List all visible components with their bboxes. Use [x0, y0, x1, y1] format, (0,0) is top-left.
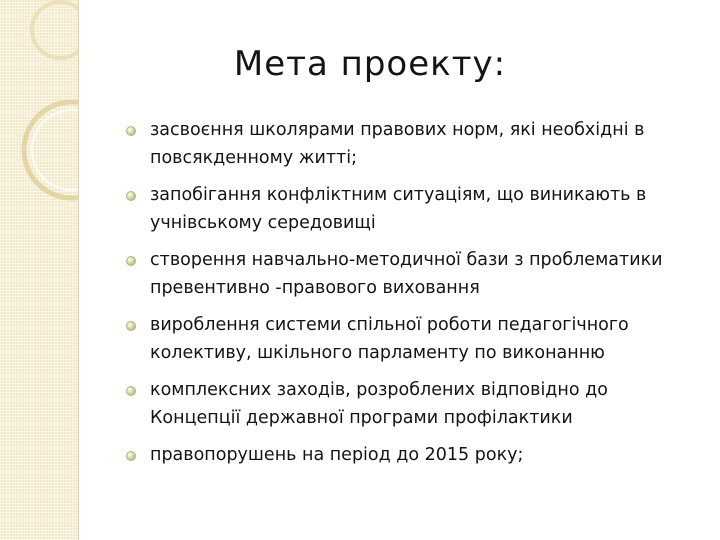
bullet-item [128, 116, 698, 172]
decorative-side-strip [0, 0, 78, 540]
bullet-text: правопорушень на період до 2015 року; [150, 445, 524, 465]
decorative-rings-icon [0, 0, 78, 540]
bullet-dot-icon [126, 191, 136, 201]
bullet-text: вироблення системи спільної роботи педагогічного колективу, шкільного парламенту по виконанню [150, 315, 629, 363]
bullet-item [128, 376, 698, 432]
bullet-item [128, 311, 698, 367]
bullet-dot-icon [126, 321, 136, 331]
slide-title: Мета проекту: [233, 44, 507, 84]
bullet-text: створення навчально-методичної бази з проблематики превентивно -правового виховання [150, 250, 663, 298]
bullet-text: засвоєння школярами правових норм, які необхідні в повсякденному житті; [150, 120, 645, 168]
bullet-dot-icon [126, 451, 136, 461]
bullet-dot-icon [126, 386, 136, 396]
bullet-dot-icon [126, 126, 136, 136]
bullet-list [128, 116, 698, 478]
bullet-item [128, 181, 698, 237]
bullet-text: комплексних заходів, розроблених відповідно до Концепції державної програми профілактики [150, 380, 608, 428]
strip-divider [78, 0, 79, 540]
bullet-item [128, 246, 698, 302]
bullet-dot-icon [126, 256, 136, 266]
bullet-text: запобігання конфліктним ситуаціям, що виникають в учнівському середовищі [150, 185, 647, 233]
bullet-item [128, 441, 698, 469]
